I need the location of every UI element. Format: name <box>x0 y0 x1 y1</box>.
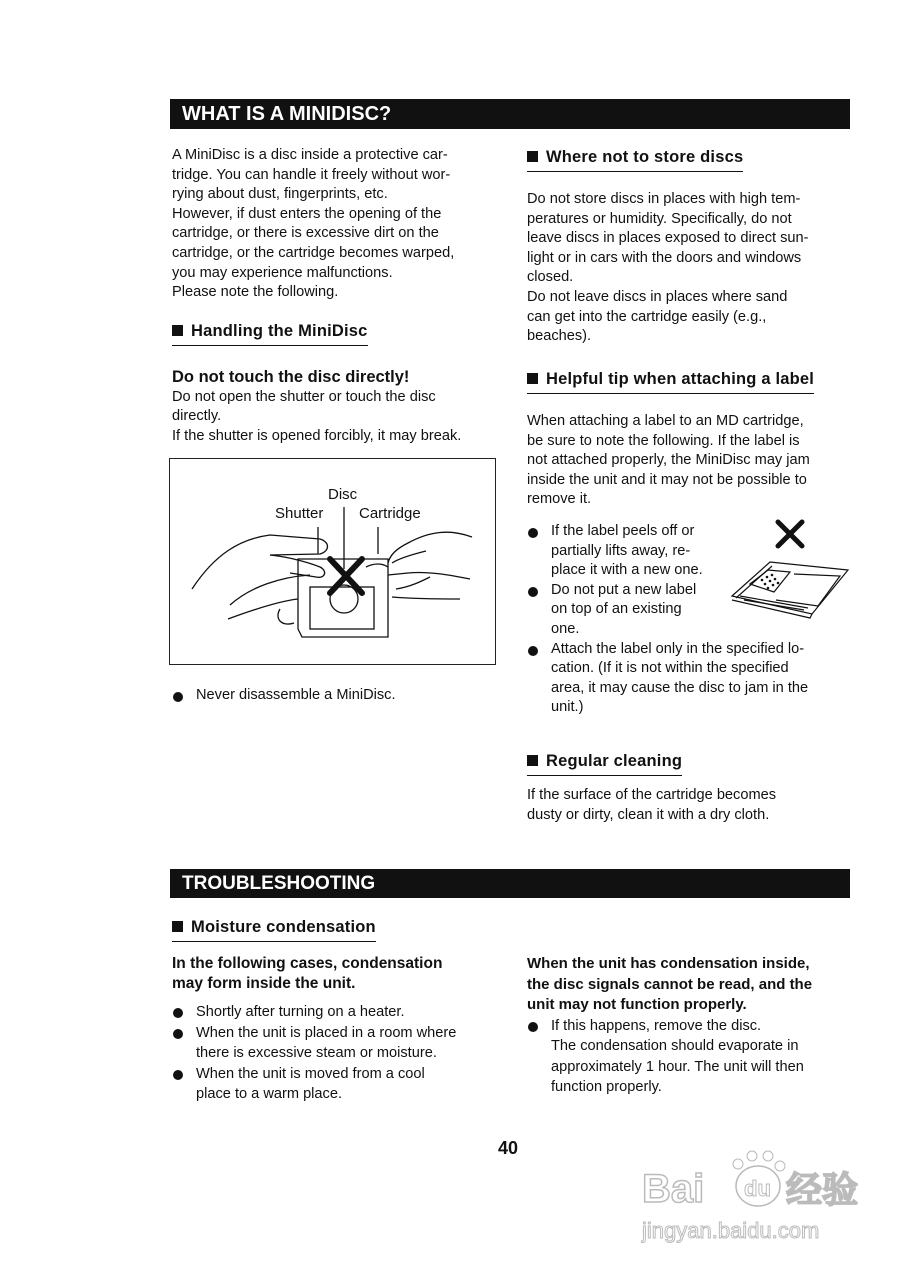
svg-text:经验: 经验 <box>786 1170 859 1211</box>
square-bullet-icon <box>172 325 183 336</box>
handling-heading: Handling the MiniDisc <box>172 322 368 346</box>
moisture-intro: In the following cases, condensation may form inside the unit. <box>172 955 443 992</box>
square-bullet-icon <box>172 921 183 932</box>
cleaning-body: If the surface of the cartridge becomes dusty or dirty, clean it with a dry cloth. <box>527 787 777 823</box>
baidu-jingyan-watermark <box>640 1150 870 1250</box>
list-item: When the unit is placed in a room where there is excessive steam or moisture. <box>172 1023 502 1064</box>
list-item: Never disassemble a MiniDisc. <box>172 686 498 706</box>
list-item: When the unit is moved from a cool place to a warm place. <box>172 1064 502 1105</box>
prohibited-x-icon <box>330 559 362 593</box>
square-bullet-icon <box>527 151 538 162</box>
moisture-heading-wrap <box>172 918 376 942</box>
page-number: 40 <box>498 1138 519 1158</box>
label-disc: Disc <box>328 486 358 503</box>
moisture-left <box>172 954 502 1105</box>
label-tip-body: When attaching a label to an MD cartridge, be sure to note the following. If the label is not attached properly, the MiniDisc may jam inside the unit and it may not be possible to remove it. <box>527 413 810 508</box>
moisture-right <box>527 954 853 1098</box>
svg-text:jingyan.baidu.com: jingyan.baidu.com <box>642 1218 820 1243</box>
handling-body: Do not touch the disc directly! Do not open the shutter or touch the disc directly. If the shutter is opened forcibly, it may break. <box>172 368 498 446</box>
moisture-heading: Moisture condensation <box>172 918 376 942</box>
handling-subheading: Do not touch the disc directly! <box>172 368 410 386</box>
handling-heading-wrap <box>172 322 368 346</box>
square-bullet-icon <box>527 373 538 384</box>
svg-text:Bai: Bai <box>642 1167 705 1211</box>
prohibited-x-icon <box>778 522 802 546</box>
list-item: Attach the label only in the specified lo- cation. (If it is not within the specified area, it may cause the disc to jam in the unit.) <box>527 640 853 718</box>
label-cartridge: Cartridge <box>359 505 421 522</box>
list-item: If the label peels off or partially lifts away, re- place it with a new one. <box>527 522 853 581</box>
list-item: If this happens, remove the disc. The condensation should evaporate in approximately 1 hour. The unit will then function properly. <box>527 1016 853 1098</box>
list-item: Shortly after turning on a heater. <box>172 1002 502 1023</box>
section-header-minidisc: WHAT IS A MINIDISC? <box>170 99 850 129</box>
label-tip-heading-wrap <box>527 370 814 394</box>
moisture-right-intro: When the unit has condensation inside, the disc signals cannot be read, and the unit may not function properly. <box>527 955 813 1013</box>
where-not-heading: Where not to store discs <box>527 148 743 172</box>
disassemble-note <box>172 686 498 706</box>
svg-text:du: du <box>744 1176 771 1201</box>
minidisc-handling-figure <box>169 458 496 665</box>
left-column <box>172 146 498 303</box>
where-not-heading-wrap <box>527 148 743 172</box>
cleaning-heading: Regular cleaning <box>527 752 682 776</box>
label-cartridge-illustration <box>728 514 852 628</box>
cleaning-heading-wrap <box>527 752 682 776</box>
label-tip-heading: Helpful tip when attaching a label <box>527 370 814 394</box>
intro-paragraph: A MiniDisc is a disc inside a protective car- tridge. You can handle it freely without wor- rying about dust, fingerprints, etc. However, if dust enters the opening of the cartridge, or there is excessive dirt on the cartridge, or the cartridge becomes warped, you may experience malfunctions. Please note the following. <box>172 147 455 301</box>
label-shutter: Shutter <box>275 505 324 522</box>
list-item: Do not put a new label on top of an existing one. <box>527 581 853 640</box>
square-bullet-icon <box>527 755 538 766</box>
where-not-body: Do not store discs in places with high tem- peratures or humidity. Specifically, do not leave discs in places exposed to direct sun- light or in cars with the doors and windows closed. Do not leave discs in places where sand can get into the cartridge easily (e.g., beaches). <box>527 191 809 345</box>
section-header-troubleshooting: TROUBLESHOOTING <box>170 869 850 898</box>
